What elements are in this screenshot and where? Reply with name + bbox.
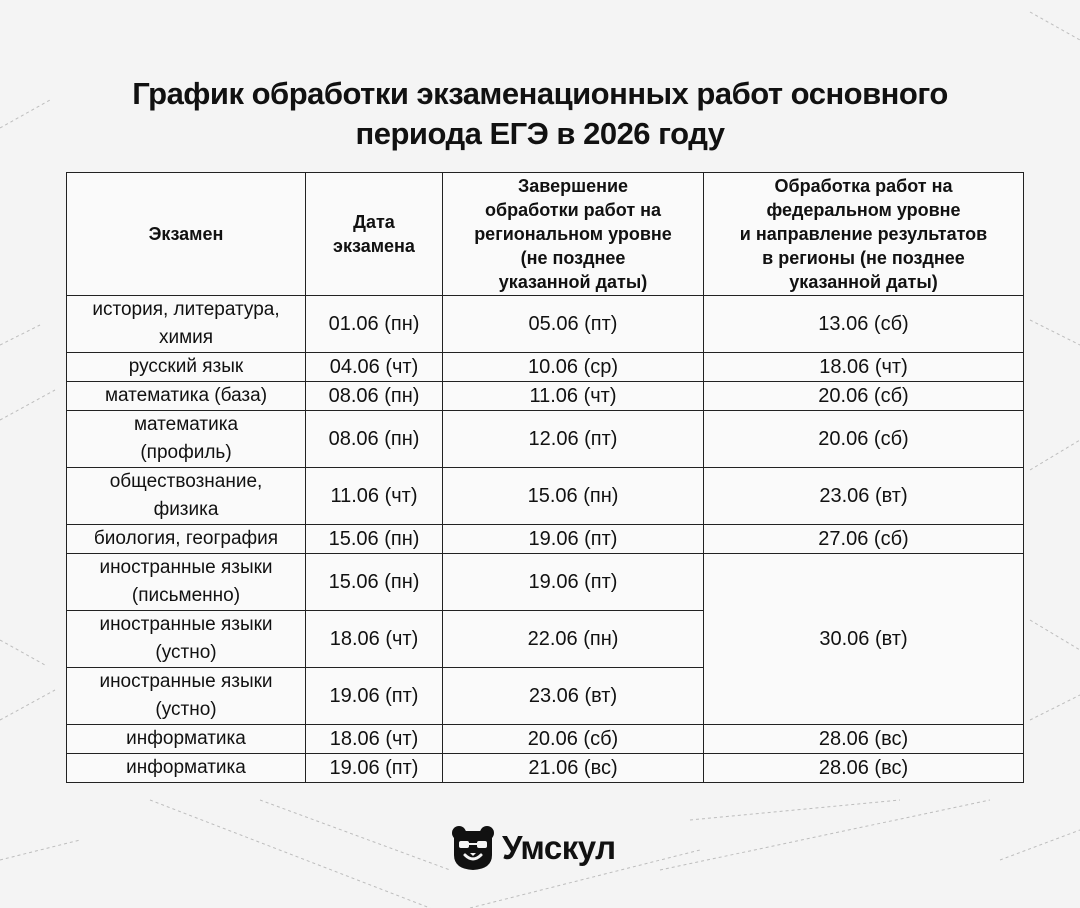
exam-date-cell: 15.06 (пн)	[306, 525, 443, 554]
table-row	[67, 411, 1024, 468]
regional-date-cell: 19.06 (пт)	[443, 525, 704, 554]
table-row	[67, 754, 1024, 783]
federal-date-cell: 28.06 (вс)	[704, 725, 1024, 754]
federal-date-cell-merged: 30.06 (вт)	[704, 554, 1024, 725]
exam-cell: математика (профиль)	[67, 411, 306, 468]
exam-date-cell: 08.06 (пн)	[306, 411, 443, 468]
regional-date-cell: 11.06 (чт)	[443, 382, 704, 411]
exam-cell: русский язык	[67, 353, 306, 382]
federal-date-cell: 20.06 (сб)	[704, 382, 1024, 411]
regional-date-cell: 15.06 (пн)	[443, 468, 704, 525]
federal-date-cell: 18.06 (чт)	[704, 353, 1024, 382]
exam-cell: математика (база)	[67, 382, 306, 411]
regional-date-cell: 20.06 (сб)	[443, 725, 704, 754]
exam-cell: иностранные языки (письменно)	[67, 554, 306, 611]
exam-date-cell: 18.06 (чт)	[306, 611, 443, 668]
table-header-row	[67, 173, 1024, 296]
brand-logo	[448, 822, 616, 874]
table-row	[67, 554, 1024, 611]
schedule-table	[66, 172, 1024, 783]
table-row	[67, 382, 1024, 411]
exam-date-cell: 04.06 (чт)	[306, 353, 443, 382]
regional-date-cell: 12.06 (пт)	[443, 411, 704, 468]
exam-cell: иностранные языки (устно)	[67, 611, 306, 668]
table-row	[67, 296, 1024, 353]
exam-cell: обществознание, физика	[67, 468, 306, 525]
header-federal: Обработка работ на федеральном уровне и направление результатов в регионы (не позднее указанной даты)	[704, 173, 1024, 296]
regional-date-cell: 22.06 (пн)	[443, 611, 704, 668]
exam-date-cell: 18.06 (чт)	[306, 725, 443, 754]
exam-date-cell: 08.06 (пн)	[306, 382, 443, 411]
regional-date-cell: 19.06 (пт)	[443, 554, 704, 611]
regional-date-cell: 10.06 (ср)	[443, 353, 704, 382]
exam-cell: иностранные языки (устно)	[67, 668, 306, 725]
exam-date-cell: 15.06 (пн)	[306, 554, 443, 611]
page-title	[0, 74, 1080, 154]
federal-date-cell: 13.06 (сб)	[704, 296, 1024, 353]
header-date: Дата экзамена	[306, 173, 443, 296]
regional-date-cell: 21.06 (вс)	[443, 754, 704, 783]
federal-date-cell: 20.06 (сб)	[704, 411, 1024, 468]
exam-cell: биология, география	[67, 525, 306, 554]
exam-date-cell: 01.06 (пн)	[306, 296, 443, 353]
federal-date-cell: 23.06 (вт)	[704, 468, 1024, 525]
header-exam: Экзамен	[67, 173, 306, 296]
table-row	[67, 725, 1024, 754]
exam-date-cell: 19.06 (пт)	[306, 668, 443, 725]
exam-cell: информатика	[67, 754, 306, 783]
table-row	[67, 468, 1024, 525]
exam-date-cell: 19.06 (пт)	[306, 754, 443, 783]
header-regional: Завершение обработки работ на региональном уровне (не позднее указанной даты)	[443, 173, 704, 296]
regional-date-cell: 05.06 (пт)	[443, 296, 704, 353]
title-line-1: График обработки экзаменационных работ основного	[132, 76, 948, 111]
federal-date-cell: 28.06 (вс)	[704, 754, 1024, 783]
exam-date-cell: 11.06 (чт)	[306, 468, 443, 525]
bear-face-icon	[448, 823, 498, 873]
regional-date-cell: 23.06 (вт)	[443, 668, 704, 725]
exam-cell: история, литература, химия	[67, 296, 306, 353]
exam-cell: информатика	[67, 725, 306, 754]
table-row	[67, 525, 1024, 554]
federal-date-cell: 27.06 (сб)	[704, 525, 1024, 554]
table-row	[67, 353, 1024, 382]
title-line-2: периода ЕГЭ в 2026 году	[355, 116, 725, 151]
brand-name: Умскул	[502, 829, 616, 866]
